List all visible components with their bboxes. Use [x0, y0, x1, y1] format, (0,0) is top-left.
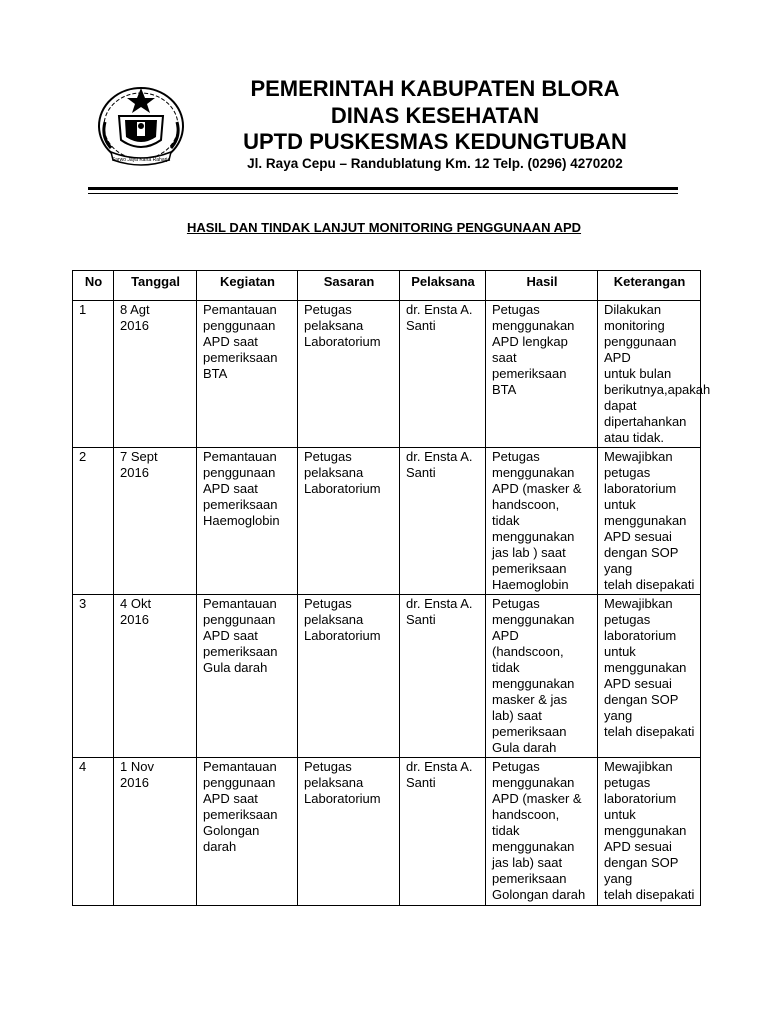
column-header-hasil: Hasil	[486, 271, 598, 301]
column-header-no: No	[73, 271, 114, 301]
header-divider-thick	[88, 187, 678, 190]
cell-keterangan: Dilakukan monitoring penggunaan APD untuk bulan berikutnya,apakah dapat dipertahankan atau tidak.	[598, 301, 701, 448]
cell-tanggal: 1 Nov 2016	[114, 758, 197, 906]
cell-sasaran: Petugas pelaksana Laboratorium	[298, 595, 400, 758]
column-header-pelaksana: Pelaksana	[400, 271, 486, 301]
cell-kegiatan: Pemantauan penggunaan APD saat pemeriksaan Haemoglobin	[197, 448, 298, 595]
cell-no: 4	[73, 758, 114, 906]
cell-hasil: Petugas menggunakan APD (masker & handscoon, tidak menggunakan jas lab) saat pemeriksaan Golongan darah	[486, 758, 598, 906]
column-header-keterangan: Keterangan	[598, 271, 701, 301]
header-unit: UPTD PUSKESMAS KEDUNGTUBAN	[243, 129, 627, 154]
table-header-row	[73, 271, 701, 301]
cell-keterangan: Mewajibkan petugas laboratorium untuk menggunakan APD sesuai dengan SOP yang telah disepakati	[598, 758, 701, 906]
monitoring-table	[72, 270, 711, 906]
cell-pelaksana: dr. Ensta A. Santi	[400, 301, 486, 448]
cell-tanggal: 7 Sept 2016	[114, 448, 197, 595]
cell-sasaran: Petugas pelaksana Laboratorium	[298, 301, 400, 448]
emblem-motto: Sarwo Jaya Karta Raharja	[111, 157, 171, 163]
document-title: HASIL DAN TINDAK LANJUT MONITORING PENGGUNAAN APD	[186, 220, 582, 235]
cell-hasil: Petugas menggunakan APD lengkap saat pemeriksaan BTA	[486, 301, 598, 448]
cell-hasil: Petugas menggunakan APD (handscoon, tidak menggunakan masker & jas lab) saat pemeriksaan Gula darah	[486, 595, 598, 758]
cell-kegiatan: Pemantauan penggunaan APD saat pemeriksaan Gula darah	[197, 595, 298, 758]
cell-keterangan: Mewajibkan petugas laboratorium untuk menggunakan APD sesuai dengan SOP yang telah disepakati	[598, 595, 701, 758]
table-row	[73, 758, 701, 906]
cell-kegiatan: Pemantauan penggunaan APD saat pemeriksaan BTA	[197, 301, 298, 448]
header-divider-thin	[88, 193, 678, 194]
cell-keterangan: Mewajibkan petugas laboratorium untuk menggunakan APD sesuai dengan SOP yang telah disepakati	[598, 448, 701, 595]
regency-emblem-icon	[95, 82, 187, 172]
cell-no: 2	[73, 448, 114, 595]
table-row	[73, 301, 701, 448]
column-header-sasaran: Sasaran	[298, 271, 400, 301]
cell-pelaksana: dr. Ensta A. Santi	[400, 448, 486, 595]
header-government: PEMERINTAH KABUPATEN BLORA	[250, 76, 620, 101]
cell-pelaksana: dr. Ensta A. Santi	[400, 595, 486, 758]
column-header-kegiatan: Kegiatan	[197, 271, 298, 301]
header-department: DINAS KESEHATAN	[330, 103, 540, 128]
header-address: Jl. Raya Cepu – Randublatung Km. 12 Telp. (0296) 4270202	[247, 156, 623, 171]
regency-emblem-svg	[95, 82, 187, 172]
cell-tanggal: 4 Okt 2016	[114, 595, 197, 758]
cell-tanggal: 8 Agt 2016	[114, 301, 197, 448]
table-row	[73, 595, 701, 758]
cell-pelaksana: dr. Ensta A. Santi	[400, 758, 486, 906]
column-header-tanggal: Tanggal	[114, 271, 197, 301]
cell-no: 3	[73, 595, 114, 758]
cell-kegiatan: Pemantauan penggunaan APD saat pemeriksaan Golongan darah	[197, 758, 298, 906]
cell-hasil: Petugas menggunakan APD (masker & handscoon, tidak menggunakan jas lab ) saat pemeriksaan Haemoglobin	[486, 448, 598, 595]
cell-sasaran: Petugas pelaksana Laboratorium	[298, 448, 400, 595]
cell-sasaran: Petugas pelaksana Laboratorium	[298, 758, 400, 906]
cell-no: 1	[73, 301, 114, 448]
table-row	[73, 448, 701, 595]
